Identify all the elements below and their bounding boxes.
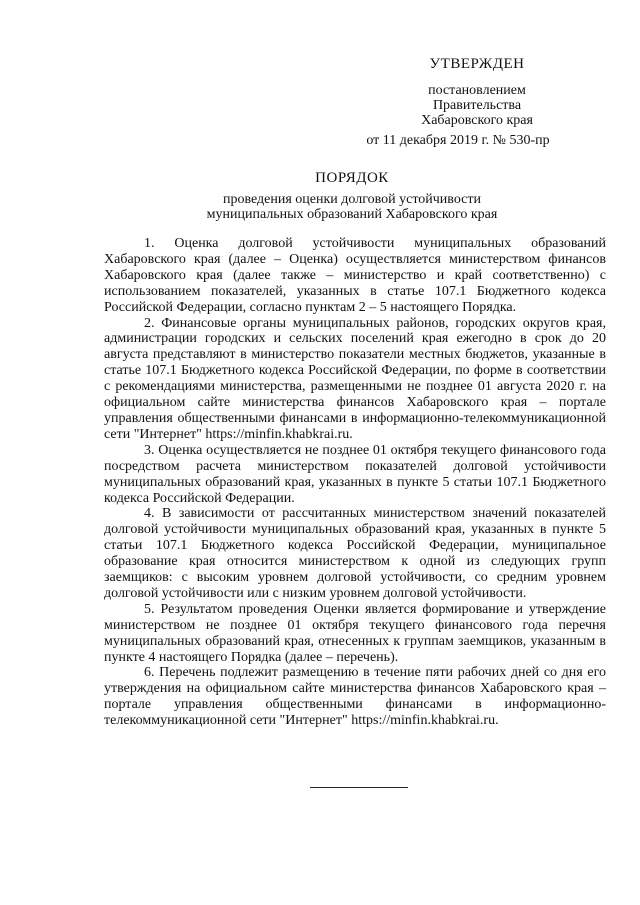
approval-line-1: постановлением: [428, 83, 526, 98]
paragraph-2: 2. Финансовые органы муниципальных районов, городских округов края, администрации городских и сельских поселений края ежегодно в срок до 20 августа представляют в министерство показатели местных бюджетов, указанные в статье 107.1 Бюджетного кодекса Российской Федерации, по форме в соответствии с рекомендациями министерства, размещенными не позднее 01 августа 2020 г. на официальном сайте министерства финансов Хабаровского края – портале управления общественными финансами в информационно-телекоммуникационной сети "Интернет" https://minfin.khabkrai.ru.: [104, 315, 606, 442]
paragraph-3: 3. Оценка осуществляется не позднее 01 октября текущего финансового года посредством расчета министерством показателей долговой устойчивости муниципальных образований края, указанных в пункте 5 статьи 107.1 Бюджетного кодекса Российской Федерации.: [104, 442, 606, 506]
paragraph-6: 6. Перечень подлежит размещению в течение пяти рабочих дней со дня его утверждения на официальном сайте министерства финансов Хабаровского края – портале управления общественными финансами в информационно-телекоммуникационной сети "Интернет" https://minfin.khabkrai.ru.: [104, 665, 606, 729]
approval-line-2: Правительства: [432, 98, 522, 113]
paragraph-4: 4. В зависимости от рассчитанных министерством значений показателей долговой устойчивости муниципальных образований края, указанных в пункте 5 статьи 107.1 Бюджетного кодекса Российской Федерации, муниципальное образование края относится министерством к одной из следующих групп заемщиков: с высоким уровнем долговой устойчивости, со средним уровнем долговой устойчивости или с низким уровнем долговой устойчивости.: [104, 506, 606, 601]
paragraph-1: 1. Оценка долговой устойчивости муниципальных образований Хабаровского края (далее – Оценка) осуществляется министерством финансов Хабаровского края (далее также – министерство и край соответственно) с использованием показателей, указанных в статье 107.1 Бюджетного кодекса Российской Федерации, согласно пунктам 2 – 5 настоящего Порядка.: [104, 236, 606, 315]
document-subtitle: [0, 192, 640, 222]
document-title: ПОРЯДОК: [315, 170, 389, 186]
end-divider-line: [310, 787, 408, 788]
document-body: [104, 236, 606, 729]
approval-date-line: от 11 декабря 2019 г. № 530-пр: [366, 133, 550, 148]
approval-heading: УТВЕРЖДЕН: [429, 56, 525, 72]
approval-line-3: Хабаровского края: [421, 113, 533, 128]
subtitle-line-2: муниципальных образований Хабаровского края: [206, 207, 498, 222]
paragraph-5: 5. Результатом проведения Оценки является формирование и утверждение министерством не позднее 01 октября текущего финансового года перечня муниципальных образований края, отнесенных к группам заемщиков, указанным в пункте 4 настоящего Порядка (далее – перечень).: [104, 601, 606, 665]
approval-stamp-block: [366, 56, 562, 148]
subtitle-line-1: проведения оценки долговой устойчивости: [223, 192, 481, 207]
